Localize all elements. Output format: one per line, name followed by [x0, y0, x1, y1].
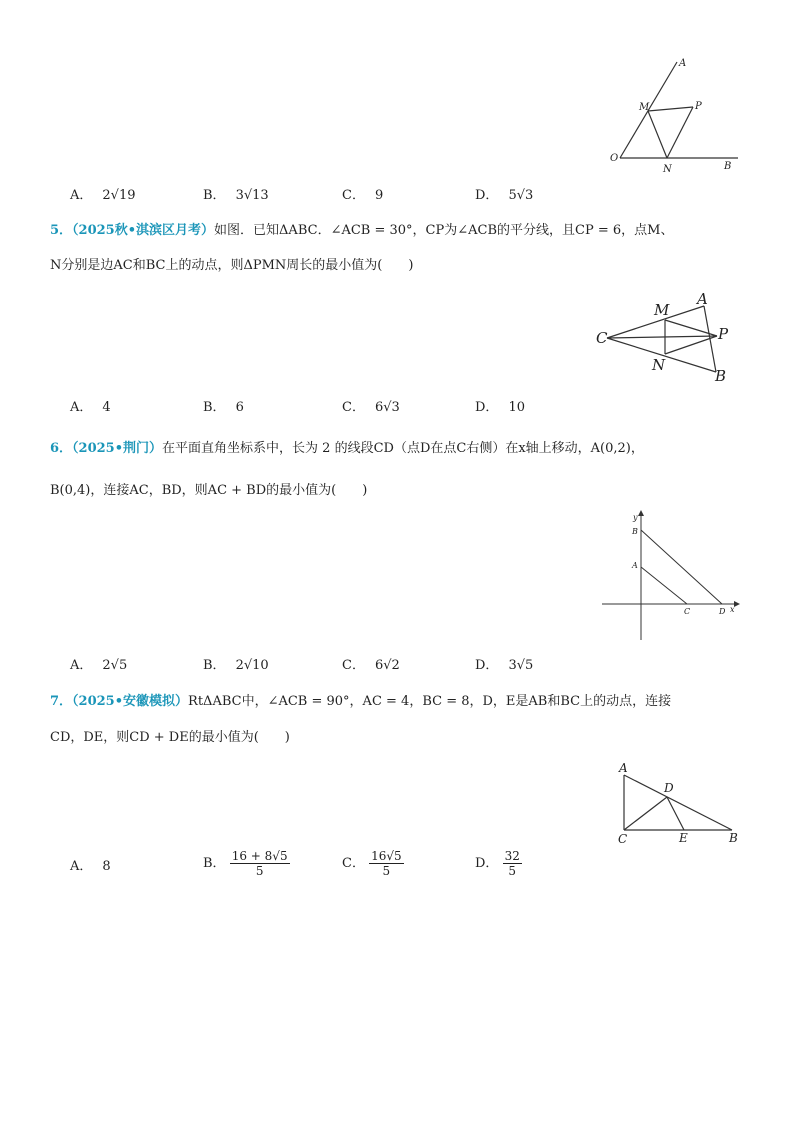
q6-source: （2025•荆门） — [72, 441, 163, 456]
q4-option-b[interactable]: B． 3√13 — [203, 188, 269, 203]
q5-label-b: B — [715, 367, 727, 385]
q5-option-d[interactable]: D． 10 — [475, 400, 525, 415]
q5-option-a[interactable]: A． 4 — [70, 400, 111, 415]
q6-label-y: y — [633, 513, 638, 522]
q6-number: 6． — [50, 441, 73, 456]
q7-source: （2025•安徽模拟） — [72, 694, 189, 709]
q6-option-b[interactable]: B． 2√10 — [203, 658, 269, 673]
q6-label-b: B — [632, 527, 638, 536]
q6-text-line1: 在平面直角坐标系中，长为 2 的线段CD（点D在点C右侧）在x轴上移动，A(0,2)， — [162, 441, 644, 456]
q6-label-c: C — [684, 607, 691, 616]
q7-label-c: C — [618, 832, 628, 846]
q5-stem-line1 — [50, 221, 673, 241]
q4-figure — [600, 55, 750, 180]
q7-stem-line2: CD，DE，则CD + DE的最小值为( ) — [50, 730, 290, 745]
q7-option-d-fraction: $\frac{32}{5}$ — [504, 849, 520, 878]
q5-stem-line2: N分别是边AC和BC上的动点，则ΔPMN周长的最小值为( ) — [50, 258, 414, 273]
q5-label-m: M — [654, 301, 670, 319]
q7-number: 7． — [50, 694, 73, 709]
q7-figure — [612, 760, 747, 850]
q7-option-b-fraction: $\frac{16 + 8√5}{5}$ — [231, 849, 288, 878]
q7-option-a[interactable]: A． 8 — [70, 859, 111, 874]
q7-option-c-fraction: $\frac{16√5}{5}$ — [371, 849, 402, 878]
q6-figure — [598, 510, 743, 645]
q7-option-b[interactable]: B． $\frac{16 + 8√5}{5}$ — [203, 849, 288, 878]
q4-label-p: P — [695, 101, 702, 112]
q5-label-n: N — [652, 356, 666, 374]
q6-label-d: D — [719, 607, 726, 616]
q5-figure — [592, 288, 742, 388]
q5-option-c[interactable]: C． 6√3 — [342, 400, 400, 415]
q7-label-b: B — [729, 831, 738, 845]
q5-label-c: C — [596, 329, 608, 347]
q4-option-c[interactable]: C． 9 — [342, 188, 384, 203]
q4-option-d[interactable]: D． 5√3 — [475, 188, 534, 203]
q5-label-a: A — [697, 290, 708, 308]
q7-label-e: E — [679, 831, 688, 845]
q7-stem-line1 — [50, 692, 671, 712]
q4-label-a: A — [679, 58, 687, 69]
q6-option-d[interactable]: D． 3√5 — [475, 658, 534, 673]
q7-text-line1: RtΔABC中，∠ACB = 90°，AC = 4，BC = 8，D，E是AB和BC上的动点，连接 — [188, 694, 672, 709]
q7-label-a: A — [619, 761, 628, 775]
q6-option-c[interactable]: C． 6√2 — [342, 658, 400, 673]
q5-label-p: P — [718, 325, 729, 343]
q6-stem-line2: B(0,4)，连接AC，BD，则AC + BD的最小值为( ) — [50, 483, 368, 498]
q6-option-a[interactable]: A． 2√5 — [70, 658, 128, 673]
q7-label-d: D — [664, 781, 674, 795]
q4-label-b: B — [724, 161, 732, 172]
q4-label-n: N — [663, 164, 672, 175]
q6-stem-line1 — [50, 439, 644, 459]
q7-option-d[interactable]: D． $\frac{32}{5}$ — [475, 849, 520, 878]
q4-label-o: O — [610, 153, 619, 164]
q7-option-c[interactable]: C． $\frac{16√5}{5}$ — [342, 849, 402, 878]
q5-source: （2025秋•淇滨区月考） — [72, 223, 215, 238]
q4-label-m: M — [639, 102, 650, 113]
q6-label-x: x — [730, 605, 735, 614]
q4-option-a[interactable]: A． 2√19 — [70, 188, 136, 203]
q6-label-a: A — [632, 561, 638, 570]
q5-option-b[interactable]: B． 6 — [203, 400, 244, 415]
q5-number: 5． — [50, 223, 73, 238]
q5-text-line1: 如图．已知ΔABC．∠ACB = 30°，CP为∠ACB的平分线，且CP = 6，点M、 — [214, 223, 674, 238]
